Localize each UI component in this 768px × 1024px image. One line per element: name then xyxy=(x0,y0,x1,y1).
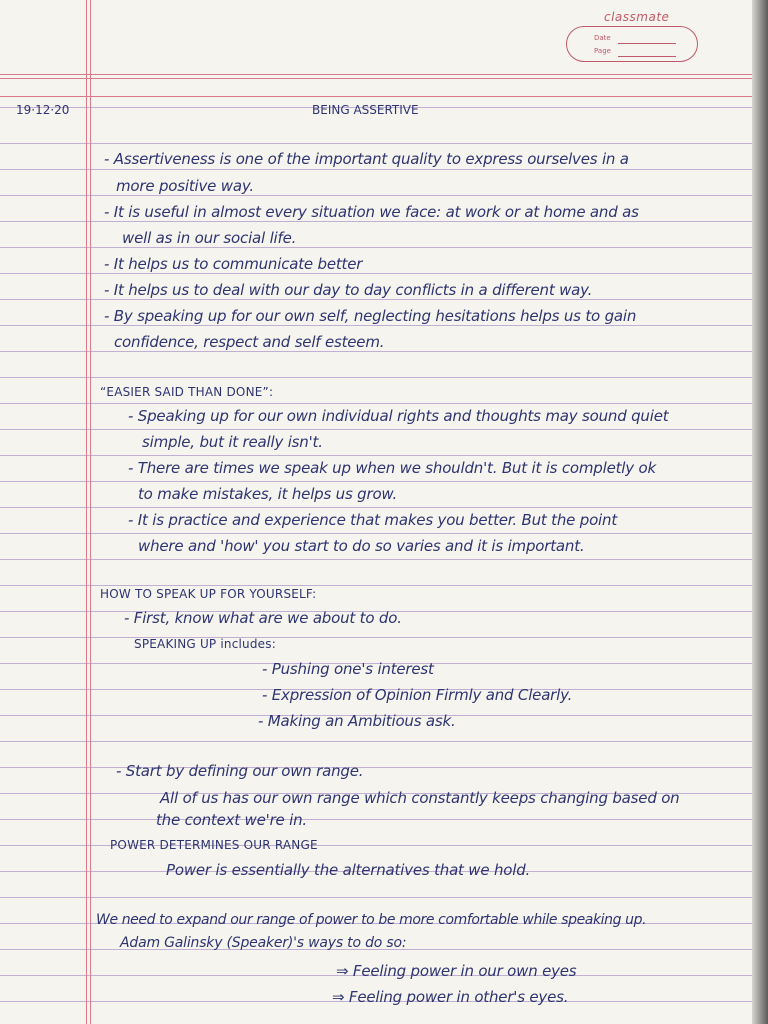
list-item: - Pushing one's interest xyxy=(262,660,434,678)
list-item: - Making an Ambitious ask. xyxy=(258,712,456,730)
date-label: Date xyxy=(594,34,611,42)
note-line: - Start by defining our own range. xyxy=(116,762,364,780)
page-line xyxy=(618,56,676,57)
section-heading: “EASIER SAID THAN DONE”: xyxy=(100,385,274,399)
note-line: - It helps us to deal with our day to day conflicts in a different way. xyxy=(104,281,593,299)
subheading: SPEAKING UP includes: xyxy=(134,637,276,651)
note-line: - It is useful in almost every situation we face: at work or at home and as xyxy=(104,203,639,221)
margin-line xyxy=(86,0,87,1024)
note-line: simple, but it really isn't. xyxy=(142,433,323,451)
list-item: ⇒ Feeling power in our own eyes xyxy=(336,962,577,980)
page-title: BEING ASSERTIVE xyxy=(312,103,419,117)
header-rule xyxy=(0,74,752,75)
brand-stamp xyxy=(558,8,708,64)
header-rule xyxy=(0,78,752,79)
note-line: where and 'how' you start to do so varies and it is important. xyxy=(138,537,585,555)
note-line: - First, know what are we about to do. xyxy=(124,609,402,627)
header-rule xyxy=(0,96,752,97)
page-edge xyxy=(752,0,768,1024)
note-line: well as in our social life. xyxy=(122,229,297,247)
note-line: - Speaking up for our own individual rights and thoughts may sound quiet xyxy=(128,407,669,425)
note-line: Adam Galinsky (Speaker)'s ways to do so: xyxy=(120,935,407,951)
list-item: - Expression of Opinion Firmly and Clearly. xyxy=(262,686,573,704)
note-line: - By speaking up for our own self, neglecting hesitations helps us to gain xyxy=(104,307,637,325)
note-line: more positive way. xyxy=(116,177,254,195)
note-line: confidence, respect and self esteem. xyxy=(114,333,385,351)
note-line: - Assertiveness is one of the important quality to express ourselves in a xyxy=(104,150,629,168)
note-line: - There are times we speak up when we shouldn't. But it is completly ok xyxy=(128,459,656,477)
date-line xyxy=(618,43,676,44)
note-line: Power is essentially the alternatives that we hold. xyxy=(166,861,531,879)
note-line: We need to expand our range of power to be more comfortable while speaking up. xyxy=(96,912,647,928)
margin-line xyxy=(90,0,91,1024)
subheading: POWER DETERMINES OUR RANGE xyxy=(110,838,318,852)
note-line: the context we're in. xyxy=(156,811,307,829)
note-line: to make mistakes, it helps us grow. xyxy=(138,485,398,503)
brand-name: classmate xyxy=(604,10,670,24)
entry-date: 19·12·20 xyxy=(16,103,70,117)
note-line: - It helps us to communicate better xyxy=(104,255,363,273)
note-line: All of us has our own range which constantly keeps changing based on xyxy=(160,789,680,807)
note-line: - It is practice and experience that makes you better. But the point xyxy=(128,511,617,529)
page-label: Page xyxy=(594,47,611,55)
section-heading: HOW TO SPEAK UP FOR YOURSELF: xyxy=(100,587,317,601)
list-item: ⇒ Feeling power in other's eyes. xyxy=(332,988,569,1006)
